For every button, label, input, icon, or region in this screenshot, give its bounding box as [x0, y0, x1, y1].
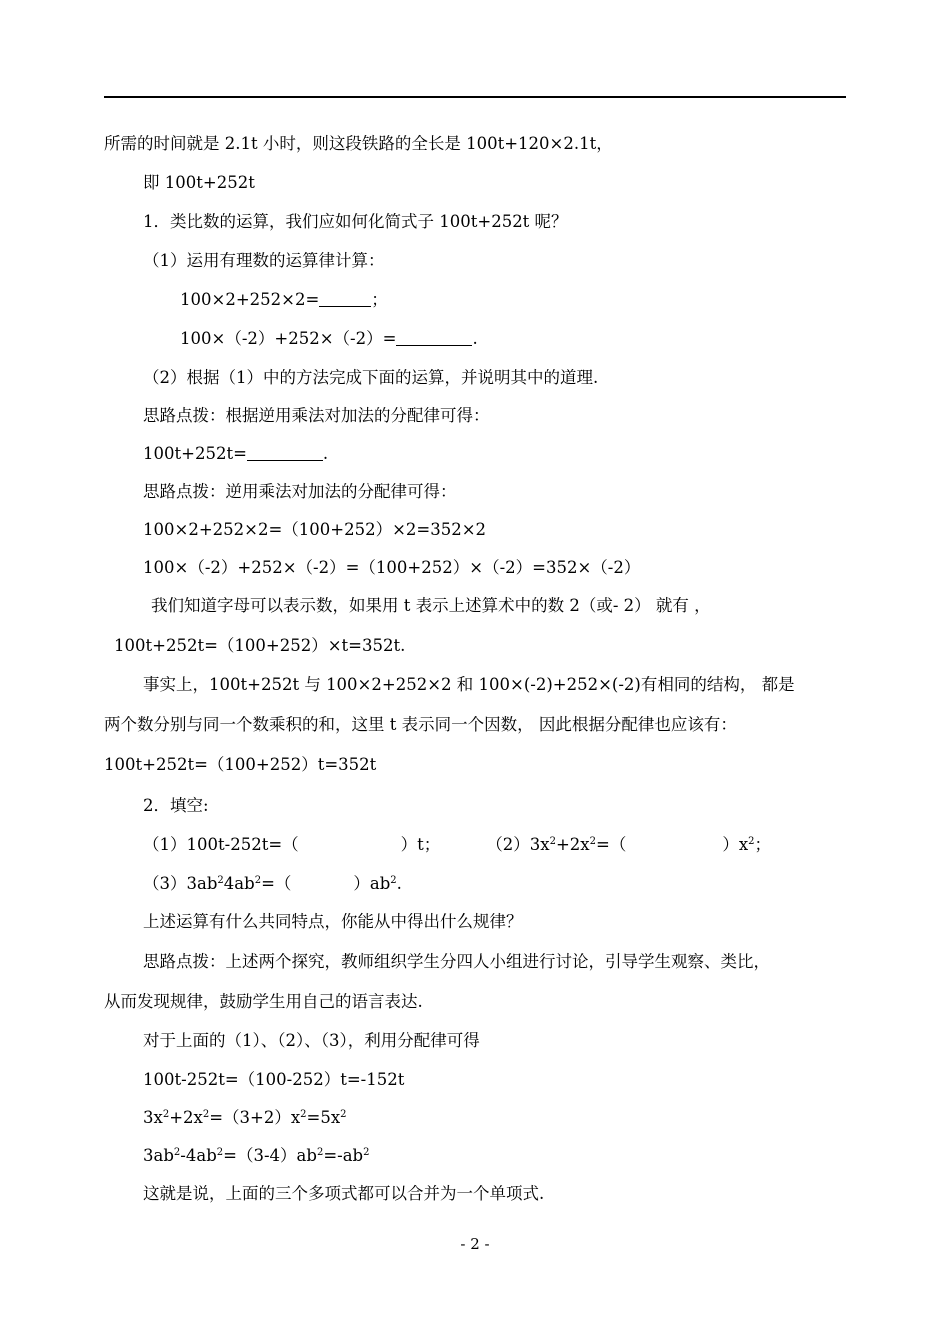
text-line: 思路点拨：逆用乘法对加法的分配律可得： — [143, 482, 457, 501]
exercise-line — [180, 327, 478, 351]
exponent: 2 — [363, 1147, 370, 1158]
punctuation: . — [472, 329, 478, 348]
punctuation: . — [322, 444, 329, 463]
answer-blank — [247, 446, 323, 461]
formula-line — [143, 1106, 347, 1130]
text-line: 100t-252t=（100-252）t=-152t — [143, 1070, 405, 1089]
text-line: 100×（-2）+252×（-2）=（100+252）×（-2）=352×（-2） — [143, 558, 641, 577]
text-line: 两个数分别与同一个数乘积的和，这里 t 表示同一个因数， 因此根据分配律也应该有： — [104, 715, 737, 734]
text-line: 上述运算有什么共同特点，你能从中得出什么规律？ — [143, 912, 523, 931]
expression: 3ab — [143, 1146, 174, 1165]
exponent: 2 — [217, 875, 224, 886]
punctuation: . — [396, 874, 402, 893]
expression: 4ab — [223, 874, 255, 893]
expression: ）x — [722, 835, 749, 854]
exponent: 2 — [390, 875, 397, 886]
expression: =-ab — [323, 1146, 364, 1165]
text-line: 这就是说，上面的三个多项式都可以合并为一个单项式. — [143, 1184, 545, 1203]
text-line: 所需的时间就是 2.1t 小时，则这段铁路的全长是 100t+120×2.1t， — [104, 134, 613, 153]
text-line: （2）根据（1）中的方法完成下面的运算，并说明其中的道理. — [143, 368, 599, 387]
text-line: 100×2+252×2=（100+252）×2=352×2 — [143, 520, 487, 539]
expression: +2x — [555, 835, 590, 854]
text-line: 即 100t+252t — [143, 173, 255, 192]
exponent: 2 — [173, 1147, 181, 1158]
text-line: 思路点拨：根据逆用乘法对加法的分配律可得： — [143, 406, 490, 425]
expression: =（3+2）x — [209, 1108, 301, 1127]
expression: =（ — [261, 874, 292, 893]
text-line: 从而发现规律，鼓励学生用自己的语言表达. — [104, 992, 423, 1011]
expression: 100×（-2）+252×（-2）= — [180, 329, 397, 348]
text-line: 100t+252t=（100+252）×t=352t. — [114, 636, 406, 655]
exponent: 2 — [589, 836, 596, 847]
exponent: 2 — [202, 1109, 210, 1120]
exponent: 2 — [549, 836, 556, 847]
exponent: 2 — [748, 836, 755, 847]
expression: ）t； — [400, 835, 441, 854]
exponent: 2 — [254, 875, 262, 886]
expression: 3x — [143, 1108, 163, 1127]
exponent: 2 — [216, 1147, 224, 1158]
expression: 100×2+252×2= — [180, 290, 320, 309]
text-line: 事实上，100t+252t 与 100×2+252×2 和 100×(-2)+252×(-2)有相同的结构， 都是 — [143, 675, 795, 694]
text-line: 1．类比数的运算，我们应如何化简式子 100t+252t 呢？ — [143, 212, 568, 231]
exponent: 2 — [162, 1109, 170, 1120]
exponent: 2 — [316, 1147, 324, 1158]
expression: =（ — [596, 835, 627, 854]
fill-blank-line — [143, 872, 402, 896]
text-line: 我们知道字母可以表示数，如果用 t 表示上述算术中的数 2（或- 2） 就有 ， — [151, 596, 711, 615]
expression: ）ab — [353, 874, 391, 893]
exponent: 2 — [300, 1109, 307, 1120]
expression: （1）100t-252t=（ — [143, 835, 299, 854]
expression: （2）3x — [486, 835, 550, 854]
punctuation: ； — [371, 290, 388, 309]
expression: =（3-4）ab — [223, 1146, 317, 1165]
answer-blank — [319, 292, 371, 307]
answer-blank — [396, 331, 472, 346]
exercise-line — [143, 442, 328, 466]
formula-line — [143, 1144, 370, 1168]
expression: =5x — [306, 1108, 341, 1127]
text-line: 对于上面的（1）、（2）、（3），利用分配律可得 — [143, 1031, 480, 1050]
expression: （3）3ab — [143, 874, 218, 893]
expression: -4ab — [180, 1146, 217, 1165]
page-number: - 2 - — [460, 1235, 490, 1253]
punctuation: ； — [754, 835, 772, 854]
expression: 100t+252t= — [143, 444, 247, 463]
text-line: 2．填空: — [143, 796, 209, 815]
exponent: 2 — [340, 1109, 347, 1120]
text-line: （1）运用有理数的运算律计算： — [143, 251, 385, 270]
fill-blank-line — [143, 833, 771, 857]
exercise-line — [180, 288, 388, 312]
text-line: 思路点拨：上述两个探究，教师组织学生分四人小组进行讨论，引导学生观察、类比， — [143, 952, 770, 971]
expression: +2x — [169, 1108, 203, 1127]
header-rule — [104, 96, 846, 98]
text-line: 100t+252t=（100+252）t=352t — [104, 755, 377, 774]
